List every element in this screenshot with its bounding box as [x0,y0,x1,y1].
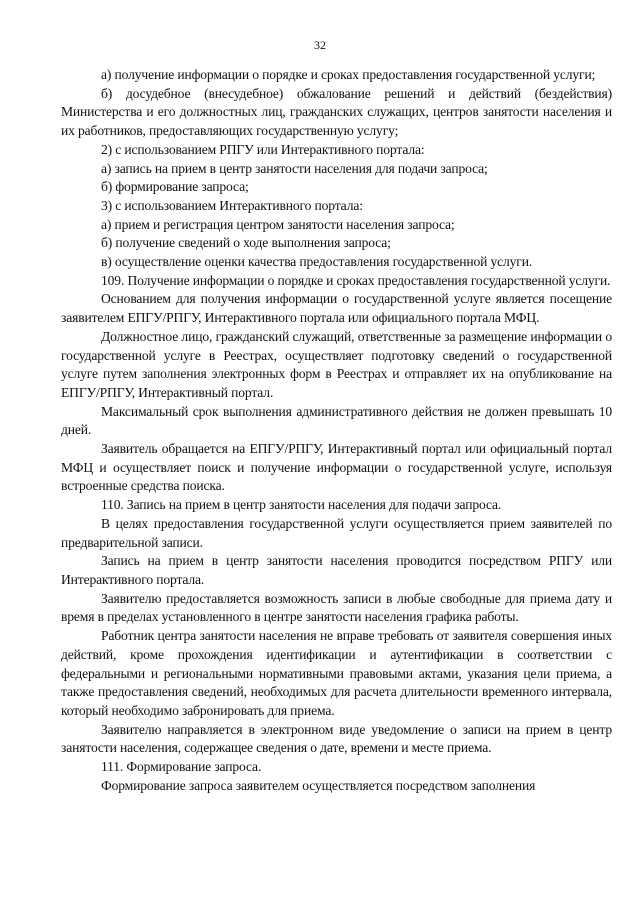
page-number: 32 [314,38,326,52]
document-body [61,66,612,795]
paragraph-20: Заявителю направляется в электронном виде уведомление о записи на прием в центр занятости населения, содержащее сведения о дате, времени и месте приема. [61,721,612,756]
paragraph-19: Работник центра занятости населения не вправе требовать от заявителя совершения иных действий, кроме прохождения идентификации и аутентификации в соответствии с федеральными и региональными нормативными правовыми актами, указания цели приема, а также предоставления сведений, необходимых для расчета длительности временного интервала, который необходимо забронировать для приема. [61,628,612,718]
paragraph-16: В целях предоставления государственной услуги осуществляется прием заявителей по предварительной записи. [61,515,612,550]
paragraph-9: в) осуществление оценки качества предоставления государственной услуги. [101,254,533,270]
paragraph-6: 3) с использованием Интерактивного портала: [101,197,363,213]
paragraph-8: б) получение сведений о ходе выполнения запроса; [101,235,391,251]
paragraph-7: а) прием и регистрация центром занятости населения запроса; [101,216,455,232]
paragraph-3: 2) с использованием РПГУ или Интерактивного портала: [101,141,425,157]
paragraph-13: Максимальный срок выполнения административного действия не должен превышать 10 дней. [61,403,612,438]
paragraph-14: Заявитель обращается на ЕПГУ/РПГУ, Интерактивный портал или официальный портал МФЦ и осуществляет поиск и получение информации о государственной услуге, используя встроенные средства поиска. [61,441,612,494]
paragraph-18: Заявителю предоставляется возможность записи в любые свободные для приема дату и время в пределах установленного в центре занятости населения графика работы. [61,590,612,625]
paragraph-17: Запись на прием в центр занятости населения проводится посредством РПГУ или Интерактивного портала. [61,553,612,587]
section-111-heading: 111. Формирование запроса. [101,759,262,775]
paragraph-4: а) запись на прием в центр занятости населения для подачи запроса; [101,160,488,176]
paragraph-12: Должностное лицо, гражданский служащий, ответственные за размещение информации о государственной услуге в Реестрах, осуществляет подготовку сведений о государственной услуге путем заполнения электронных форм в Реестрах и отправляет их на опубликование на ЕПГУ/РПГУ, Интерактивный портал. [61,328,612,400]
section-109-heading: 109. Получение информации о порядке и сроках предоставления государственной услуги. [101,272,611,288]
paragraph-2: б) досудебное (внесудебное) обжалование решений и действий (бездействия) Министерства и его должностных лиц, гражданских служащих, центров занятости населения и их работников, предоставляющих государственную услугу; [61,85,612,139]
paragraph-11: Основанием для получения информации о государственной услуге является посещение заявителем ЕПГУ/РПГУ, Интерактивного портала или официального портала МФЦ. [61,291,612,326]
paragraph-1: а) получение информации о порядке и сроках предоставления государственной услуги; [101,67,596,82]
paragraph-5: б) формирование запроса; [101,179,249,195]
section-110-heading: 110. Запись на прием в центр занятости населения для подачи запроса. [101,497,502,513]
paragraph-22: Формирование запроса заявителем осуществляется посредством заполнения [101,777,536,793]
